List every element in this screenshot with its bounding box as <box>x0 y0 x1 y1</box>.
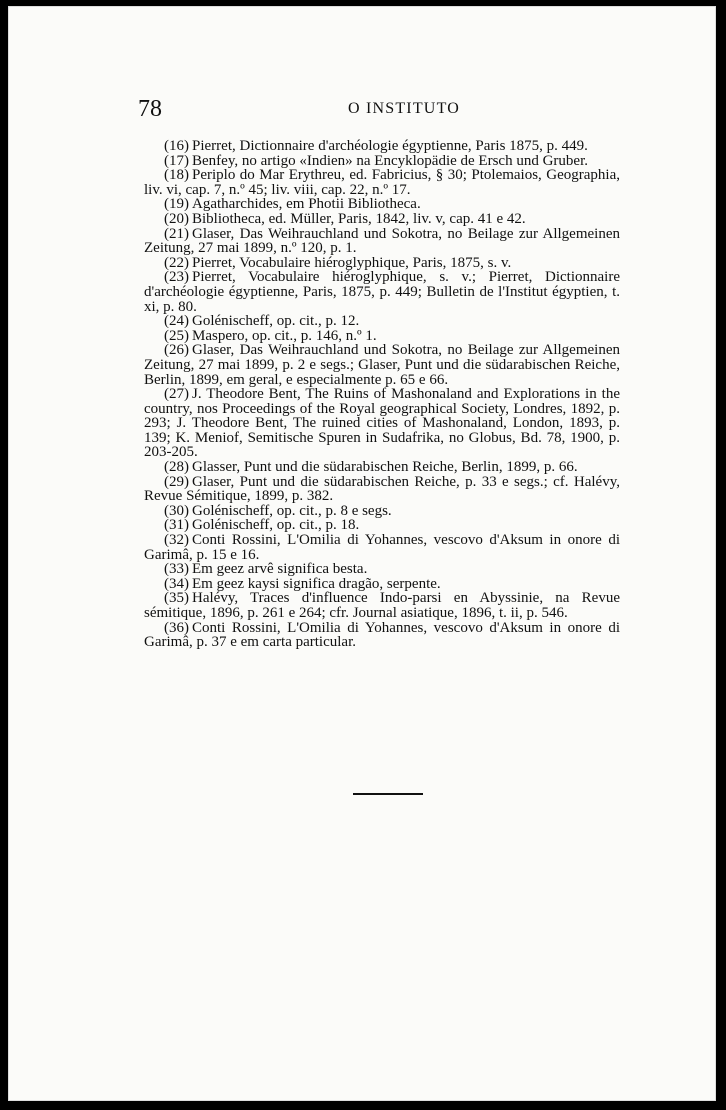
footnote <box>144 562 620 577</box>
footnote <box>144 621 620 650</box>
footnote-number: (19) <box>164 196 189 213</box>
footnote <box>144 256 620 271</box>
footnote-text: Glaser, Das Weihrauchland und Sokotra, no Beilage zur Allgemeinen Zeitung, 27 mai 1899, n.º 120, p. 1. <box>144 225 620 257</box>
footnote-number: (22) <box>164 254 189 271</box>
footnote-number: (17) <box>164 152 189 169</box>
footnote <box>144 475 620 504</box>
book-page <box>8 6 716 1101</box>
footnote-number: (28) <box>164 459 189 476</box>
footnote-text: Conti Rossini, L'Omilia di Yohannes, vescovo d'Aksum in onore di Garimâ, p. 15 e 16. <box>144 532 620 563</box>
footnote-number: (33) <box>164 561 189 578</box>
footnote-number: (26) <box>164 342 189 359</box>
footnotes-list <box>144 139 620 650</box>
footnote <box>144 154 620 169</box>
closing-rule <box>353 793 423 795</box>
footnote-number: (29) <box>164 473 189 490</box>
footnote-text: J. Theodore Bent, The Ruins of Mashonaland and Explorations in the country, nos Proceedings of the Royal geographical Society, Londres, 1892, p. 293; J. Theodore Bent, The ruined cities of Mashonaland, London, 1893, p. 139; K. Meniof, Semitische Spuren in Sudafrika, no Globus, Bd. 78, 1900, p. 203-205. <box>144 386 620 461</box>
footnote-number: (20) <box>164 210 189 227</box>
footnote-text: Em geez arvê significa besta. <box>192 561 368 578</box>
footnote <box>144 227 620 256</box>
footnote-text: Golénischeff, op. cit., p. 8 e segs. <box>192 502 392 519</box>
footnote-number: (30) <box>164 502 189 519</box>
running-title: O INSTITUTO <box>348 100 461 117</box>
footnote <box>144 460 620 475</box>
footnote-number: (23) <box>164 269 189 286</box>
footnote <box>144 329 620 344</box>
footnote-number: (35) <box>164 590 189 607</box>
page-header <box>8 96 716 126</box>
footnote-text: Pierret, Dictionnaire d'archéologie égyptienne, Paris 1875, p. 449. <box>192 138 588 154</box>
footnote <box>144 168 620 197</box>
footnote <box>144 591 620 620</box>
footnote-number: (31) <box>164 517 189 534</box>
footnote-text: Periplo do Mar Erythreu, ed. Fabricius, § 30; Ptolemaios, Geographia, liv. vi, cap. 7, n.º 45; liv. viii, cap. 22, n.º 17. <box>144 167 620 198</box>
footnote-text: Maspero, op. cit., p. 146, n.º 1. <box>192 327 377 344</box>
footnote-number: (24) <box>164 313 189 330</box>
footnote-number: (27) <box>164 386 189 403</box>
footnote <box>144 139 620 154</box>
footnote <box>144 504 620 519</box>
footnote-text: Em geez kaysi significa dragão, serpente. <box>192 575 441 592</box>
footnote <box>144 533 620 562</box>
footnote-number: (32) <box>164 532 189 549</box>
footnote-text: Golénischeff, op. cit., p. 18. <box>192 517 360 534</box>
footnote <box>144 197 620 212</box>
footnote <box>144 518 620 533</box>
footnote-text: Halévy, Traces d'influence Indo-parsi en Abyssinie, na Revue sémitique, 1896, p. 261 e 264; cfr. Journal asiatique, 1896, t. ii, p. 546. <box>144 590 620 621</box>
footnote-text: Glaser, Punt und die südarabischen Reiche, p. 33 e segs.; cf. Halévy, Revue Sémitique, 1899, p. 382. <box>144 473 620 505</box>
footnote-text: Pierret, Vocabulaire hiéroglyphique, Paris, 1875, s. v. <box>192 254 512 271</box>
footnote-text: Golénischeff, op. cit., p. 12. <box>192 313 360 330</box>
footnote-number: (36) <box>164 619 189 636</box>
footnote <box>144 577 620 592</box>
footnote <box>144 314 620 329</box>
footnote-number: (25) <box>164 327 189 344</box>
footnote <box>144 387 620 460</box>
footnote <box>144 270 620 314</box>
footnote-text: Conti Rossini, L'Omilia di Yohannes, vescovo d'Aksum in onore di Garimâ, p. 37 e em carta particular. <box>144 619 620 651</box>
footnote-text: Bibliotheca, ed. Müller, Paris, 1842, liv. v, cap. 41 e 42. <box>192 210 526 227</box>
footnote <box>144 212 620 227</box>
footnote-text: Glaser, Das Weihrauchland und Sokotra, no Beilage zur Allgemeinen Zeitung, 27 mai 1899, p. 2 e segs.; Glaser, Punt und die südarabischen Reiche, Berlin, 1899, em geral, e especialmente p. 65 e 66. <box>144 342 620 388</box>
footnote-number: (34) <box>164 575 189 592</box>
footnote <box>144 343 620 387</box>
footnote-text: Benfey, no artigo «Indien» na Encyklopädie de Ersch und Gruber. <box>192 152 588 169</box>
footnote-number: (21) <box>164 225 189 242</box>
footnote-text: Agatharchides, em Photii Bibliotheca. <box>192 196 421 213</box>
footnote-number: (18) <box>164 167 189 184</box>
footnote-number: (16) <box>164 138 189 154</box>
page-number: 78 <box>138 96 162 122</box>
footnote-text: Pierret, Vocabulaire hiéroglyphique, s. v.; Pierret, Dictionnaire d'archéologie égyptienne, Paris, 1875, p. 449; Bulletin de l'Institut égyptien, t. xi, p. 80. <box>144 269 620 315</box>
footnote-text: Glasser, Punt und die südarabischen Reiche, Berlin, 1899, p. 66. <box>192 459 578 476</box>
